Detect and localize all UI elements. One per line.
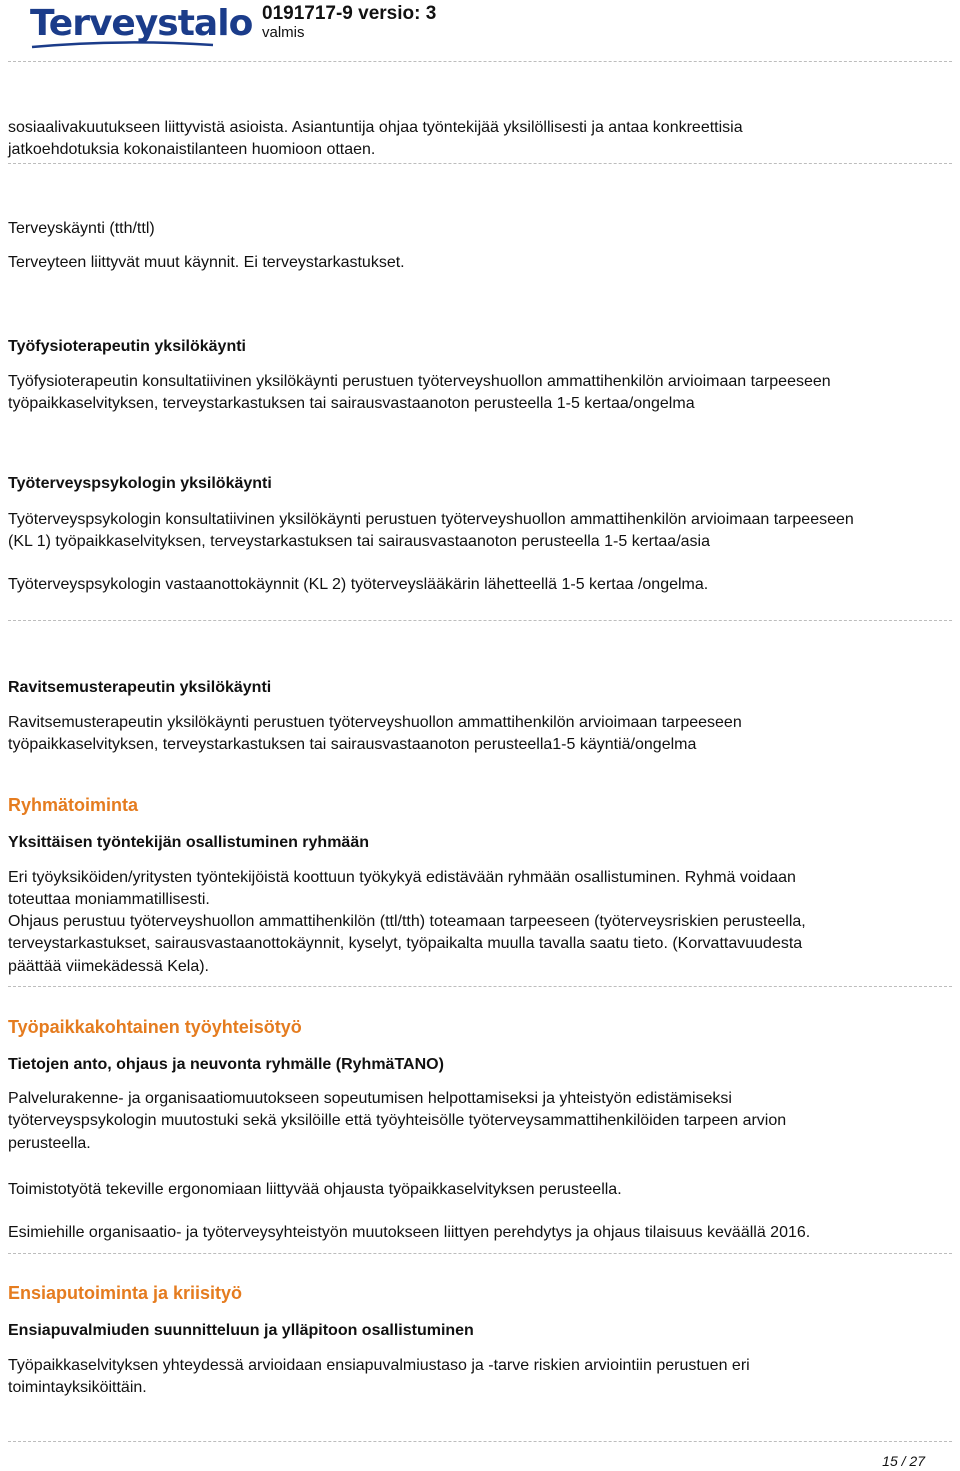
terveyskaynti-text: Terveyteen liittyvät muut käynnit. Ei terveystarkastukset. <box>8 254 405 271</box>
ensiapu-text-line-2: toimintayksiköittäin. <box>8 1379 147 1396</box>
tyopaikka-text-line-5: Esimiehille organisaatio- ja työterveysyhteistyön muutokseen liittyen perehdytys ja ohjaus tilaisuus keväällä 2016. <box>8 1224 811 1241</box>
tyopaikka-text-line-3: perusteella. <box>8 1135 91 1152</box>
ryhma-text-line-5: päättää viimekädessä Kela). <box>8 958 209 975</box>
tyopaikka-text-line-2: työterveyspsykologin muutostuki sekä yksilöille että työyhteisölle työterveysammattihenkilöiden tarpeen arvion <box>8 1112 787 1129</box>
ryhma-text-line-4: terveystarkastukset, sairausvastaanottokäynnit, kyselyt, työpaikalta muulla tavalla saatu tieto. (Korvattavuudesta <box>8 935 803 952</box>
section-divider <box>8 986 952 987</box>
fysio-text-line-2: työpaikkaselvityksen, terveystarkastuksen tai sairausvastaanoton perusteella 1-5 kertaa/ongelma <box>8 395 695 412</box>
ryhma-text-line-2: toteuttaa moniammatillisesti. <box>8 891 210 908</box>
terveyskaynti-heading: Terveyskäynti (tth/ttl) <box>8 220 155 237</box>
ryhma-text-line-3: Ohjaus perustuu työterveyshuollon ammattihenkilön (ttl/tth) toteamaan tarpeeseen (työterveysriskien perusteella, <box>8 913 806 930</box>
terveystalo-logo: Terveystalo <box>30 3 253 44</box>
psyk-heading: Työterveyspsykologin yksilökäynti <box>8 475 272 492</box>
intro-line-1: sosiaalivakuutukseen liittyvistä asioista. Asiantuntija ohjaa työntekijää yksilöllisesti ja antaa konkreettisia <box>8 119 743 136</box>
header-divider <box>8 61 952 62</box>
ensiapu-section-title: Ensiaputoiminta ja kriisityö <box>8 1283 243 1303</box>
ravitsemus-heading: Ravitsemusterapeutin yksilökäynti <box>8 679 272 696</box>
tyopaikka-section-title: Työpaikkakohtainen työyhteisötyö <box>8 1017 302 1037</box>
section-divider <box>8 1253 952 1254</box>
page-number: 15 / 27 <box>882 1453 925 1469</box>
tyopaikka-text-line-4: Toimistotyötä tekeville ergonomiaan liittyvää ohjausta työpaikkaselvityksen perusteella. <box>8 1181 622 1198</box>
psyk-text-line-3: Työterveyspsykologin vastaanottokäynnit (KL 2) työterveyslääkärin lähetteellä 1-5 kertaa /ongelma. <box>8 576 709 593</box>
footer-divider <box>8 1441 952 1442</box>
ryhma-text-line-1: Eri työyksiköiden/yritysten työntekijöistä koottuun työkykyä edistävään ryhmään osallistuminen. Ryhmä voidaan <box>8 869 796 886</box>
psyk-text-line-1: Työterveyspsykologin konsultatiivinen yksilökäynti perustuen työterveyshuollon ammattihenkilön arvioimaan tarpeeseen <box>8 511 854 528</box>
document-status: valmis <box>262 24 305 41</box>
fysio-text-line-1: Työfysioterapeutin konsultatiivinen yksilökäynti perustuen työterveyshuollon ammattihenkilön arvioimaan tarpeeseen <box>8 373 831 390</box>
document-id: 0191717-9 versio: 3 <box>262 3 437 24</box>
intro-line-2: jatkoehdotuksia kokonaistilanteen huomioon ottaen. <box>8 141 376 158</box>
ravitsemus-text-line-1: Ravitsemusterapeutin yksilökäynti perustuen työterveyshuollon ammattihenkilön arvioimaan tarpeeseen <box>8 714 742 731</box>
page-header <box>0 0 960 52</box>
ensiapu-heading: Ensiapuvalmiuden suunnitteluun ja ylläpitoon osallistuminen <box>8 1322 474 1339</box>
ryhma-section-title: Ryhmätoiminta <box>8 795 139 815</box>
ravitsemus-text-line-2: työpaikkaselvityksen, terveystarkastuksen tai sairausvastaanoton perusteella1-5 käyntiä/ongelma <box>8 736 697 753</box>
ryhma-heading: Yksittäisen työntekijän osallistuminen ryhmään <box>8 834 369 851</box>
tyopaikka-text-line-1: Palvelurakenne- ja organisaatiomuutokseen sopeutumisen helpottamiseksi ja yhteistyön edistämiseksi <box>8 1090 732 1107</box>
psyk-text-line-2: (KL 1) työpaikkaselvityksen, terveystarkastuksen tai sairausvastaanoton perusteella 1-5 kertaa/asia <box>8 533 710 550</box>
section-divider <box>8 163 952 164</box>
ensiapu-text-line-1: Työpaikkaselvityksen yhteydessä arvioidaan ensiapuvalmiustaso ja -tarve riskien arviointiin perustuen eri <box>8 1357 750 1374</box>
section-divider <box>8 620 952 621</box>
tyopaikka-heading: Tietojen anto, ohjaus ja neuvonta ryhmälle (RyhmäTANO) <box>8 1056 444 1073</box>
fysio-heading: Työfysioterapeutin yksilökäynti <box>8 338 246 355</box>
logo-swoosh-icon <box>30 41 215 49</box>
